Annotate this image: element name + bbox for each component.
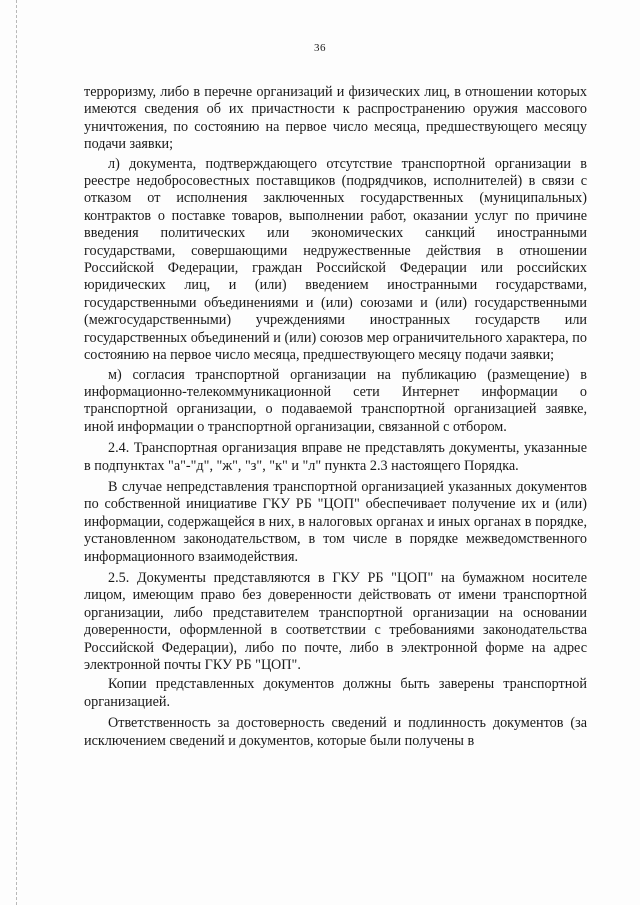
paragraph-responsibility: Ответственность за достоверность сведений и подлинность документов (за исключением сведений и документов, которые были получены в [84, 715, 587, 749]
paragraph-item-l: л) документа, подтверждающего отсутствие транспортной организации в реестре недобросовестных поставщиков (подрядчиков, исполнителей) в связи с отказом от исполнения заключенных государственных (муниципальных) контрактов о поставке товаров, выполнении работ, оказании услуг по причине введения политических или экономических санкций иностранными государствами, совершающими недружественные действия в отношении Российской Федерации, граждан Российской Федерации или российских юридических лиц, и (или) введением иностранными государствами, государственными объединениями и (или) союзами и (или) государственными (межгосударственными) учреждениями иностранных государств или государственных объединений и (или) союзов мер ограничительного характера, по состоянию на первое число месяца, предшествующего месяцу подачи заявки; [84, 155, 587, 364]
scan-edge-line [16, 0, 17, 905]
paragraph-section-2-5: 2.5. Документы представляются в ГКУ РБ "ЦОП" на бумажном носителе лицом, имеющим право без доверенности действовать от имени транспортной организации, либо представителем транспортной организации на основании доверенности, оформленной в соответствии с требованиями законодательства Российской Федерации), либо по почте, либо в электронной форме на адрес электронной почты ГКУ РБ "ЦОП". [84, 569, 587, 673]
paragraph-non-submission: В случае непредставления транспортной организацией указанных документов по собственной инициативе ГКУ РБ "ЦОП" обеспечивает получение их и (или) информации, содержащейся в них, в налоговых органах и иных органах в порядке, установленном законодательством, в том числе в порядке межведомственного информационного взаимодействия. [84, 478, 587, 565]
paragraph-continuation: терроризму, либо в перечне организаций и физических лиц, в отношении которых имеются сведения об их причастности к распространению оружия массового уничтожения, по состоянию на первое число месяца, предшествующего месяцу подачи заявки; [84, 84, 587, 153]
page-number: 36 [314, 42, 326, 54]
paragraph-section-2-4: 2.4. Транспортная организация вправе не представлять документы, указанные в подпунктах "а"-"д", "ж", "з", "к" и "л" пункта 2.3 настоящего Порядка. [84, 440, 587, 474]
paragraph-item-m: м) согласия транспортной организации на публикацию (размещение) в информационно-телекоммуникационной сети Интернет информации о транспортной организации, о подаваемой транспортной организацией заявке, иной информации о транспортной организации, связанной с отбором. [84, 366, 587, 435]
document-body [84, 84, 587, 752]
paragraph-copies: Копии представленных документов должны быть заверены транспортной организацией. [84, 676, 587, 710]
